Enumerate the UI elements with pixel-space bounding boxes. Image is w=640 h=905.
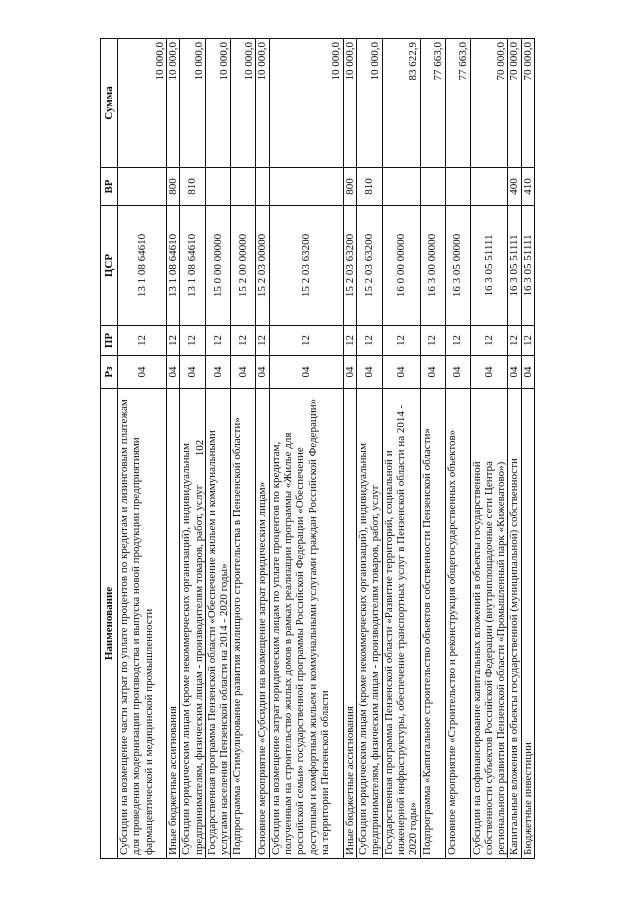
cell-csr: 15 2 03 63200 — [357, 206, 383, 326]
cell-rz: 04 — [180, 356, 206, 389]
cell-name: Субсидии на возмещение части затрат по уплате процентов по кредитам и лизинговым платежам для проведения модернизации производства и выпуска новой продукции предприятиями фармацевтической и медицинской промышленности — [118, 389, 167, 859]
cell-vr — [445, 168, 470, 206]
table-row — [231, 39, 256, 859]
table-row — [382, 39, 420, 859]
budget-table — [100, 38, 535, 859]
cell-rz: 04 — [357, 356, 383, 389]
cell-name: Субсидии на софинансирование капитальных вложений в объекты государственной собственности субъектов Российской Федерации (внутриплощадочные сети Центра регионального развития Пензенской области «Промышленный парк «Кижеватово») — [470, 389, 508, 859]
cell-csr: 16 3 05 51111 — [508, 206, 521, 326]
cell-pr: 12 — [357, 326, 383, 356]
cell-pr: 12 — [205, 326, 231, 356]
cell-name: Государственная программа Пензенской области «Обеспечение жильем и коммунальными услугами населения Пензенской области на 2014 - 2020 годы» — [205, 389, 231, 859]
cell-vr: 800 — [167, 168, 180, 206]
cell-vr: 810 — [180, 168, 206, 206]
cell-name: Государственная программа Пензенской области «Развитие территорий, социальной и инженерной инфраструктуры, обеспечение транспортных услуг в Пензенской области на 2014 - 2020 годы» — [382, 389, 420, 859]
table-row — [269, 39, 343, 859]
cell-name: Бюджетные инвестиции — [521, 389, 534, 859]
cell-pr: 12 — [382, 326, 420, 356]
cell-csr: 15 2 03 63200 — [343, 206, 356, 326]
table-row — [167, 39, 180, 859]
cell-csr: 16 3 05 00000 — [445, 206, 470, 326]
table-row — [118, 39, 167, 859]
cell-name: Основное мероприятие «Строительство и реконструкция общегосударственных объектов» — [445, 389, 470, 859]
cell-csr: 13 1 08 64610 — [118, 206, 167, 326]
cell-sum: 10 000,0 — [118, 39, 167, 168]
cell-vr — [231, 168, 256, 206]
cell-vr — [205, 168, 231, 206]
table-row — [420, 39, 445, 859]
header-sum: Сумма — [101, 39, 118, 168]
cell-csr: 15 2 03 63200 — [269, 206, 343, 326]
cell-vr: 800 — [343, 168, 356, 206]
cell-rz: 04 — [445, 356, 470, 389]
cell-csr: 13 1 08 64610 — [180, 206, 206, 326]
table-row — [343, 39, 356, 859]
cell-vr — [382, 168, 420, 206]
cell-rz: 04 — [470, 356, 508, 389]
cell-csr: 15 2 03 00000 — [256, 206, 269, 326]
cell-csr: 16 3 05 51111 — [470, 206, 508, 326]
cell-sum: 10 000,0 — [180, 39, 206, 168]
cell-vr: 810 — [357, 168, 383, 206]
cell-rz: 04 — [343, 356, 356, 389]
cell-rz: 04 — [167, 356, 180, 389]
rotated-table-wrapper — [100, 39, 580, 859]
cell-csr: 16 3 05 51111 — [521, 206, 534, 326]
cell-rz: 04 — [231, 356, 256, 389]
cell-vr — [256, 168, 269, 206]
cell-pr: 12 — [231, 326, 256, 356]
cell-pr: 12 — [508, 326, 521, 356]
cell-sum: 77 663,0 — [420, 39, 445, 168]
header-pr: ПР — [101, 326, 118, 356]
cell-sum: 10 000,0 — [256, 39, 269, 168]
cell-sum: 70 000,0 — [521, 39, 534, 168]
page-number: 102 — [194, 439, 206, 457]
cell-sum: 10 000,0 — [231, 39, 256, 168]
table-row — [205, 39, 231, 859]
table-row — [180, 39, 206, 859]
cell-csr: 15 2 00 00000 — [231, 206, 256, 326]
cell-sum: 70 000,0 — [508, 39, 521, 168]
cell-pr: 12 — [256, 326, 269, 356]
cell-vr: 400 — [508, 168, 521, 206]
cell-name: Субсидии юридическим лицам (кроме некоммерческих организаций), индивидуальным предпринимателям, физическим лицам - производителям товаров, работ, услуг — [180, 389, 206, 859]
cell-name: Иные бюджетные ассигнования — [343, 389, 356, 859]
table-row — [256, 39, 269, 859]
cell-sum: 10 000,0 — [167, 39, 180, 168]
cell-name: Субсидии юридическим лицам (кроме некоммерческих организаций), индивидуальным предпринимателям, физическим лицам - производителям товаров, работ, услуг — [357, 389, 383, 859]
cell-rz: 04 — [269, 356, 343, 389]
table-header-row — [101, 39, 118, 859]
cell-pr: 12 — [167, 326, 180, 356]
cell-rz: 04 — [382, 356, 420, 389]
cell-sum: 10 000,0 — [205, 39, 231, 168]
cell-sum: 10 000,0 — [357, 39, 383, 168]
cell-rz: 04 — [118, 356, 167, 389]
table-row — [508, 39, 521, 859]
cell-name: Подпрограмма «Капитальное строительство объектов собственности Пензенской области» — [420, 389, 445, 859]
cell-rz: 04 — [521, 356, 534, 389]
cell-vr — [470, 168, 508, 206]
cell-rz: 04 — [508, 356, 521, 389]
cell-sum: 70 000,0 — [470, 39, 508, 168]
cell-name: Капитальные вложения в объекты государственной (муниципальной) собственности — [508, 389, 521, 859]
cell-rz: 04 — [420, 356, 445, 389]
header-vr: ВР — [101, 168, 118, 206]
cell-pr: 12 — [470, 326, 508, 356]
cell-vr — [269, 168, 343, 206]
cell-vr: 410 — [521, 168, 534, 206]
cell-name: Иные бюджетные ассигнования — [167, 389, 180, 859]
cell-csr: 16 0 00 00000 — [382, 206, 420, 326]
cell-csr: 16 3 00 00000 — [420, 206, 445, 326]
cell-csr: 13 1 08 64610 — [167, 206, 180, 326]
cell-name: Субсидии на возмещение затрат юридическим лицам по уплате процентов по кредитам, полученным на строительство жилых домов в рамках реализации программы «Жилье для российской семьи» государственной программы Российской Федерации «Обеспечение доступным и комфортным жильем и коммунальными услугами граждан Российской Федерации» на территории Пензенской области — [269, 389, 343, 859]
cell-sum: 10 000,0 — [343, 39, 356, 168]
table-row — [470, 39, 508, 859]
cell-vr — [118, 168, 167, 206]
cell-pr: 12 — [420, 326, 445, 356]
cell-pr: 12 — [269, 326, 343, 356]
header-rz: Рз — [101, 356, 118, 389]
cell-csr: 15 0 00 00000 — [205, 206, 231, 326]
cell-sum: 77 663,0 — [445, 39, 470, 168]
cell-pr: 12 — [343, 326, 356, 356]
cell-sum: 10 000,0 — [269, 39, 343, 168]
cell-pr: 12 — [521, 326, 534, 356]
cell-name: Подпрограмма «Стимулирование развития жилищного строительства в Пензенской области» — [231, 389, 256, 859]
cell-pr: 12 — [118, 326, 167, 356]
cell-pr: 12 — [180, 326, 206, 356]
table-row — [521, 39, 534, 859]
cell-sum: 83 622,9 — [382, 39, 420, 168]
header-csr: ЦСР — [101, 206, 118, 326]
table-row — [445, 39, 470, 859]
cell-rz: 04 — [256, 356, 269, 389]
table-row — [357, 39, 383, 859]
cell-vr — [420, 168, 445, 206]
cell-name: Основное мероприятие «Субсидии на возмещение затрат юридическим лицам» — [256, 389, 269, 859]
cell-rz: 04 — [205, 356, 231, 389]
header-name: Наименование — [101, 389, 118, 859]
cell-pr: 12 — [445, 326, 470, 356]
